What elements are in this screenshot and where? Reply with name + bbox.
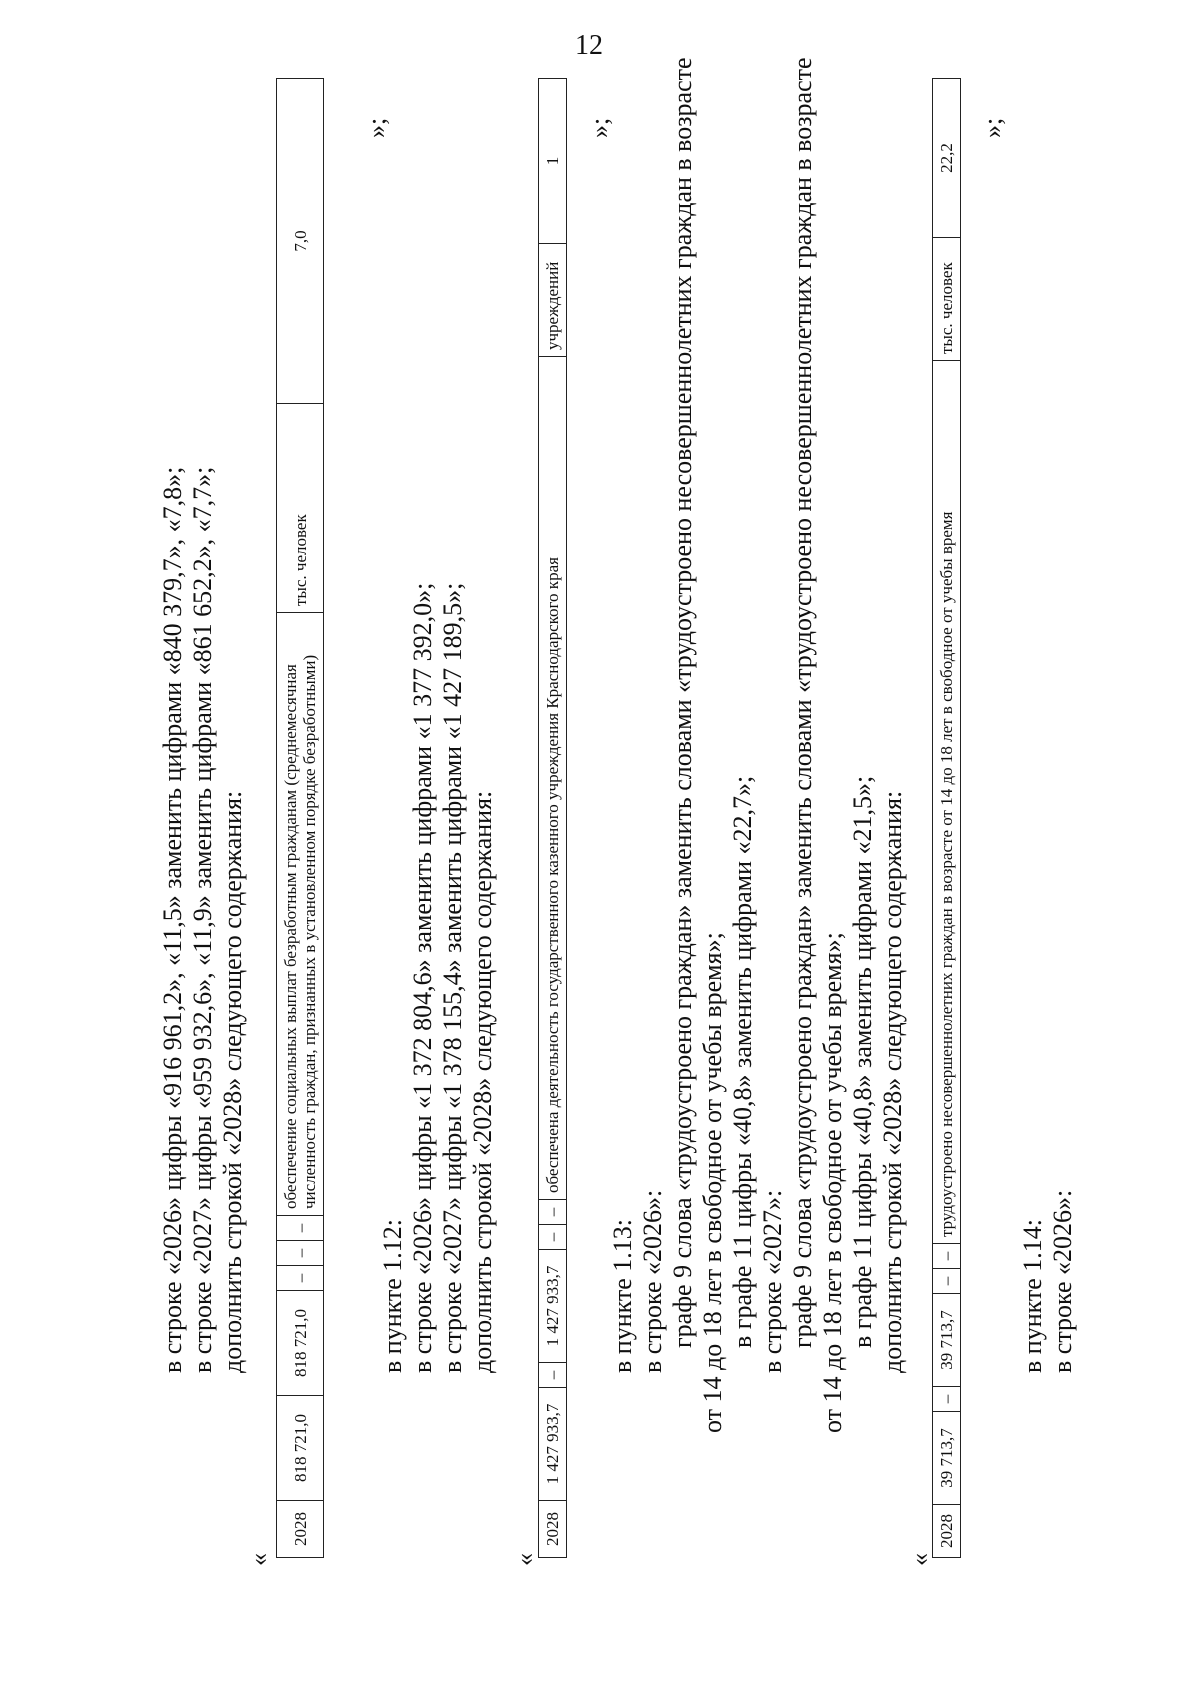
amendment-line: дополнить строкой «2028» следующего содержания: xyxy=(878,790,907,1373)
amendment-line: в пункте 1.13: xyxy=(608,1218,637,1373)
insert-row-table-1 xyxy=(276,78,324,1558)
dash-cell: – xyxy=(933,1269,961,1294)
amendment-line: в строке «2026»: xyxy=(1048,1189,1077,1373)
amendment-line: от 14 до 18 лет в свободное от учебы время»; xyxy=(818,932,847,1433)
description-cell: трудоустроено несовершеннолетних граждан в возрасте от 14 до 18 лет в свободное от учебы время xyxy=(933,361,961,1244)
amendment-line: в строке «2026» цифры «916 961,2», «11,5» заменить цифрами «840 379,7», «7,8»; xyxy=(158,466,187,1373)
close-quote: »; xyxy=(362,117,391,138)
value-cell: 1 xyxy=(539,79,567,244)
open-quote: « xyxy=(905,1553,934,1566)
dash-cell: – xyxy=(933,1387,961,1412)
amount-cell: 39 713,7 xyxy=(933,1294,961,1387)
dash-cell: – xyxy=(539,1225,567,1250)
amount-cell: 1 427 933,7 xyxy=(539,1250,567,1363)
dash-cell: – xyxy=(277,1241,324,1266)
table-row xyxy=(539,79,567,1558)
amount-cell: 1 427 933,7 xyxy=(539,1388,567,1501)
description-cell: обеспечение социальных выплат безработным гражданам (среднемесячная численность граждан, признанных в установленном порядке безработными) xyxy=(277,613,324,1216)
amendment-line: в графе 11 цифры «40,8» заменить цифрами «21,5»; xyxy=(848,775,877,1348)
dash-cell: – xyxy=(277,1266,324,1291)
amendment-line: в пункте 1.14: xyxy=(1018,1218,1047,1373)
amendment-line: в строке «2027» цифры «959 932,6», «11,9» заменить цифрами «861 652,2», «7,7»; xyxy=(188,466,217,1373)
unit-cell: тыс. человек xyxy=(933,238,961,361)
amount-cell: 39 713,7 xyxy=(933,1412,961,1505)
rotated-page-content xyxy=(0,57,1200,1638)
unit-cell: тыс. человек xyxy=(277,404,324,613)
amendment-line: в строке «2027» цифры «1 378 155,4» заменить цифрами «1 427 189,5»; xyxy=(438,582,467,1373)
year-cell: 2028 xyxy=(933,1505,961,1558)
amendment-line: в пункте 1.12: xyxy=(378,1218,407,1373)
dash-cell: – xyxy=(277,1216,324,1241)
amendment-line: в строке «2026»: xyxy=(638,1189,667,1373)
page-number: 12 xyxy=(575,30,603,61)
amendment-line: от 14 до 18 лет в свободное от учебы время»; xyxy=(698,932,727,1433)
amendment-line: дополнить строкой «2028» следующего содержания: xyxy=(218,790,247,1373)
close-quote: »; xyxy=(978,117,1007,138)
dash-cell: – xyxy=(933,1244,961,1269)
table-row xyxy=(933,79,961,1558)
year-cell: 2028 xyxy=(277,1501,324,1558)
year-cell: 2028 xyxy=(539,1501,567,1558)
amendment-line: графе 9 слова «трудоустроено граждан» заменить словами «трудоустроено несовершеннолетних граждан в возрасте xyxy=(668,57,697,1348)
close-quote: »; xyxy=(585,117,614,138)
open-quote: « xyxy=(510,1553,539,1566)
dash-cell: – xyxy=(539,1200,567,1225)
table-row xyxy=(277,79,324,1558)
amount-cell: 818 721,0 xyxy=(277,1291,324,1396)
amendment-line: дополнить строкой «2028» следующего содержания: xyxy=(468,790,497,1373)
amendment-line: в строке «2027»: xyxy=(758,1189,787,1373)
value-cell: 7,0 xyxy=(277,79,324,404)
amendment-line: в графе 11 цифры «40,8» заменить цифрами «22,7»; xyxy=(728,775,757,1348)
dash-cell: – xyxy=(539,1363,567,1388)
amendment-line: графе 9 слова «трудоустроено граждан» заменить словами «трудоустроено несовершеннолетних граждан в возрасте xyxy=(788,57,817,1348)
insert-row-table-3 xyxy=(932,78,961,1558)
open-quote: « xyxy=(244,1553,273,1566)
insert-row-table-2 xyxy=(538,78,567,1558)
amount-cell: 818 721,0 xyxy=(277,1396,324,1501)
amendment-line: в строке «2026» цифры «1 372 804,6» заменить цифрами «1 377 392,0»; xyxy=(408,582,437,1373)
value-cell: 22,2 xyxy=(933,79,961,238)
description-cell: обеспечена деятельность государственного казенного учреждения Краснодарского края xyxy=(539,357,567,1200)
unit-cell: учреждений xyxy=(539,244,567,357)
